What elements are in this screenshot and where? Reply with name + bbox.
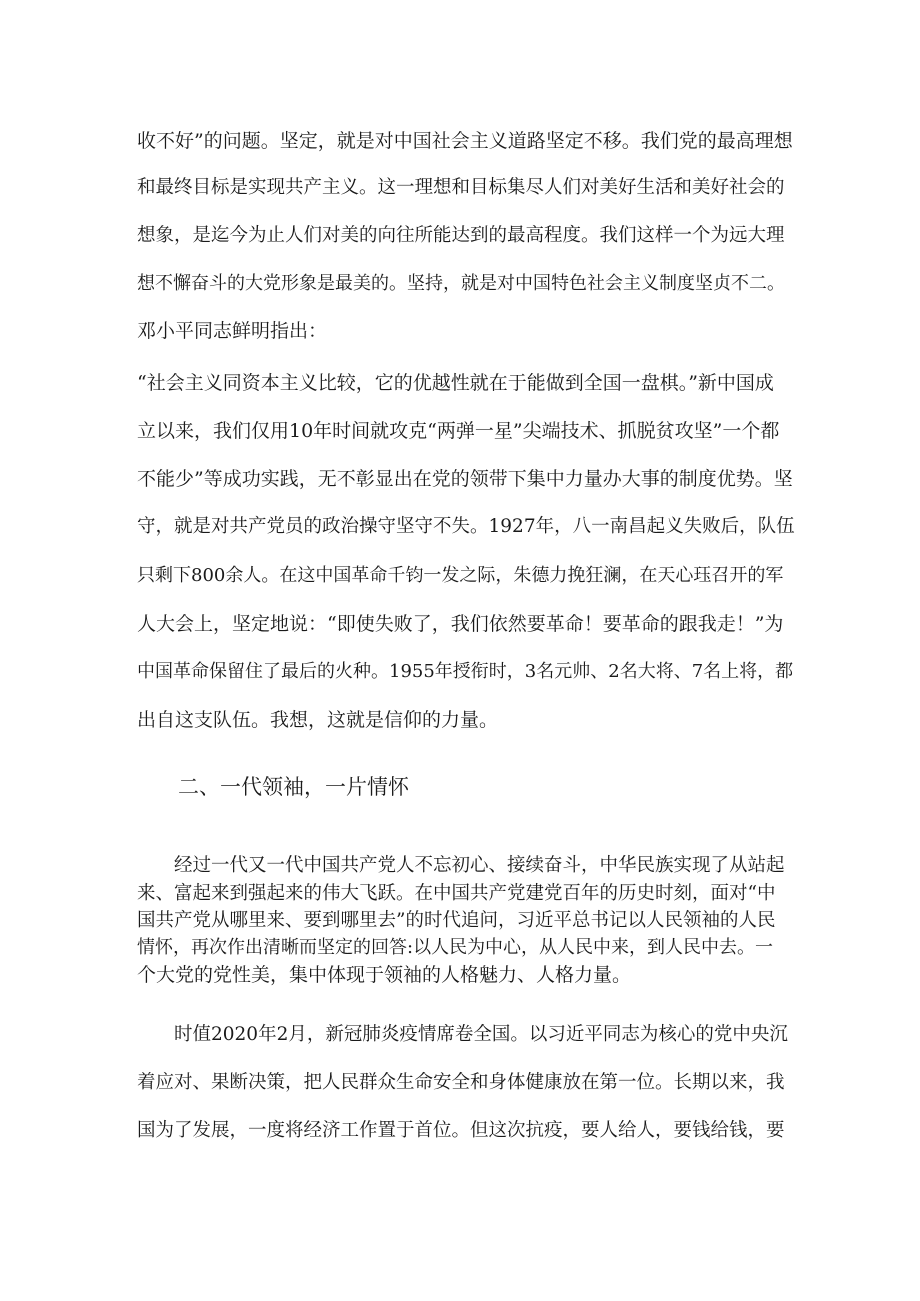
body-line: 着应对、果断决策，把人民群众生命安全和身体健康放在第一位。长期以来，我 (137, 1072, 785, 1093)
body-line: 不能少”等成功实践，无不彰显出在党的领带下集中力量办大事的制度优势。坚 (137, 468, 793, 490)
body-line: 想不懈奋斗的大党形象是最美的。坚持，就是对中国特色社会主义制度坚贞不二。 (137, 273, 785, 294)
body-line: 国共产党从哪里来、要到哪里去”的时代追问，习近平总书记以人民领袖的人民 (137, 910, 776, 931)
body-line: 经过一代又一代中国共产党人不忘初心、接续奋斗，中华民族实现了从站起 (137, 855, 785, 876)
body-line: 收不好”的问题。坚定，就是对中国社会主义道路坚定不移。我们党的最高理想 (137, 130, 793, 152)
body-line: 想象，是迄今为止人们对美的向往所能达到的最高程度。我们这样一个为远大理 (137, 225, 785, 246)
body-line: 立以来，我们仅用10年时间就攻克“两弹一星”尖端技术、抓脱贫攻坚”一个都 (137, 420, 780, 442)
body-line: 时值2020年2月，新冠肺炎疫情席卷全国。以习近平同志为核心的党中央沉 (137, 1024, 788, 1045)
body-line: 守，就是对共产党员的政治操守坚守不失。1927年，八一南昌起义失败后，队伍 (137, 516, 795, 537)
body-line: 个大党的党性美，集中体现于领袖的人格魅力、人格力量。 (137, 964, 632, 986)
body-line: 只剩下800余人。在这中国革命千钧一发之际，朱德力挽狂澜，在天心珏召开的军 (137, 565, 784, 586)
body-line: 中国革命保留住了最后的火种。1955年授衔时，3名元帅、2名大将、7名上将，都 (137, 661, 794, 682)
body-line: 和最终目标是实现共产主义。这一理想和目标集尽人们对美好生活和美好社会的 (137, 177, 785, 198)
section-heading: 二、一代领袖，一片情怀 (178, 775, 409, 799)
body-line: 邓小平同志鲜明指出： (137, 320, 328, 342)
body-line: “社会主义同资本主义比较，它的优越性就在于能做到全国一盘棋。”新中国成 (137, 372, 774, 394)
body-line: 来、富起来到强起来的伟大飞跃。在中国共产党建党百年的历史时刻，面对“中 (137, 883, 776, 904)
body-line: 情怀，再次作出清晰而坚定的回答:以人民为中心，从人民中来，到人民中去。一 (137, 937, 774, 958)
body-line: 人大会上，坚定地说：“即使失败了，我们依然要革命！要革命的跟我走！”为 (137, 613, 784, 635)
body-line: 出自这支队伍。我想，这就是信仰的力量。 (137, 709, 499, 731)
body-line: 国为了发展，一度将经济工作置于首位。但这次抗疫，要人给人，要钱给钱，要 (137, 1120, 785, 1141)
